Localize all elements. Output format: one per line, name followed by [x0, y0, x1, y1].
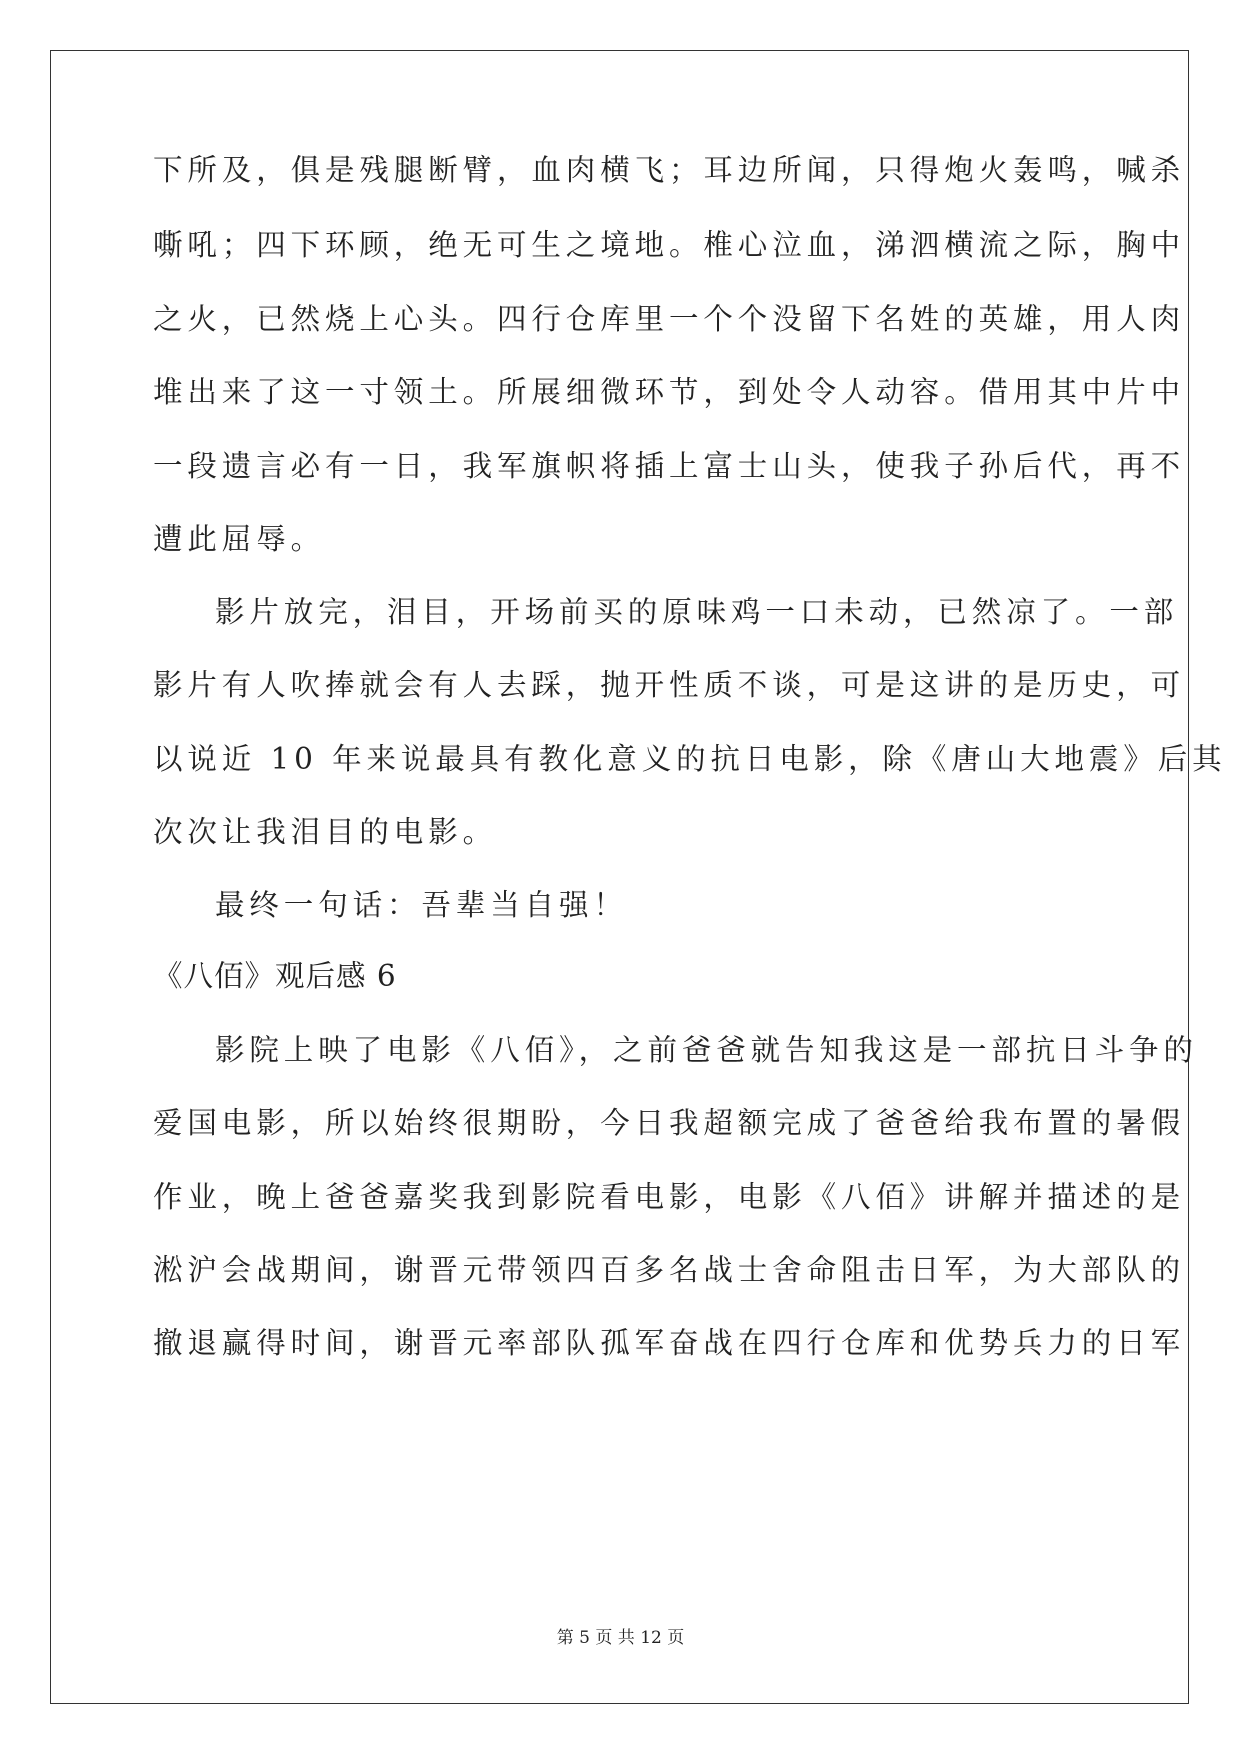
body-line: 淞沪会战期间，谢晋元带领四百多名战士舍命阻击日军，为大部队的 — [153, 1253, 1186, 1287]
paragraph-first-line: 影片放完，泪目，开场前买的原味鸡一口未动，已然凉了。一部 — [215, 595, 1179, 629]
body-line: 以说近 10 年来说最具有教化意义的抗日电影，除《唐山大地震》后其 — [153, 742, 1227, 776]
body-line: 之火，已然烧上心头。四行仓库里一个个没留下名姓的英雄，用人肉 — [153, 302, 1186, 336]
body-line: 爱国电影，所以始终很期盼，今日我超额完成了爸爸给我布置的暑假 — [153, 1106, 1186, 1140]
body-line: 影片有人吹捧就会有人去踩，抛开性质不谈，可是这讲的是历史，可 — [153, 668, 1186, 702]
paragraph-first-line: 最终一句话：吾辈当自强！ — [215, 888, 628, 922]
body-line: 堆出来了这一寸领土。所展细微环节，到处令人动容。借用其中片中 — [153, 375, 1186, 409]
body-line: 嘶吼；四下环顾，绝无可生之境地。椎心泣血，涕泗横流之际，胸中 — [153, 228, 1186, 262]
body-line: 次次让我泪目的电影。 — [153, 815, 498, 849]
body-line: 撤退赢得时间，谢晋元率部队孤军奋战在四行仓库和优势兵力的日军 — [153, 1326, 1186, 1360]
body-line: 遭此屈辱。 — [153, 522, 326, 556]
body-line: 下所及，俱是残腿断臂，血肉横飞；耳边所闻，只得炮火轰鸣，喊杀 — [153, 153, 1186, 187]
body-line: 一段遗言必有一日，我军旗帜将插上富士山头，使我子孙后代，再不 — [153, 449, 1186, 483]
body-line: 作业，晚上爸爸嘉奖我到影院看电影，电影《八佰》讲解并描述的是 — [153, 1180, 1186, 1214]
page-number-footer: 第 5 页 共 12 页 — [556, 1628, 685, 1648]
section-title: 《八佰》观后感 6 — [153, 959, 397, 993]
paragraph-first-line: 影院上映了电影《八佰》，之前爸爸就告知我这是一部抗日斗争的 — [215, 1033, 1198, 1067]
